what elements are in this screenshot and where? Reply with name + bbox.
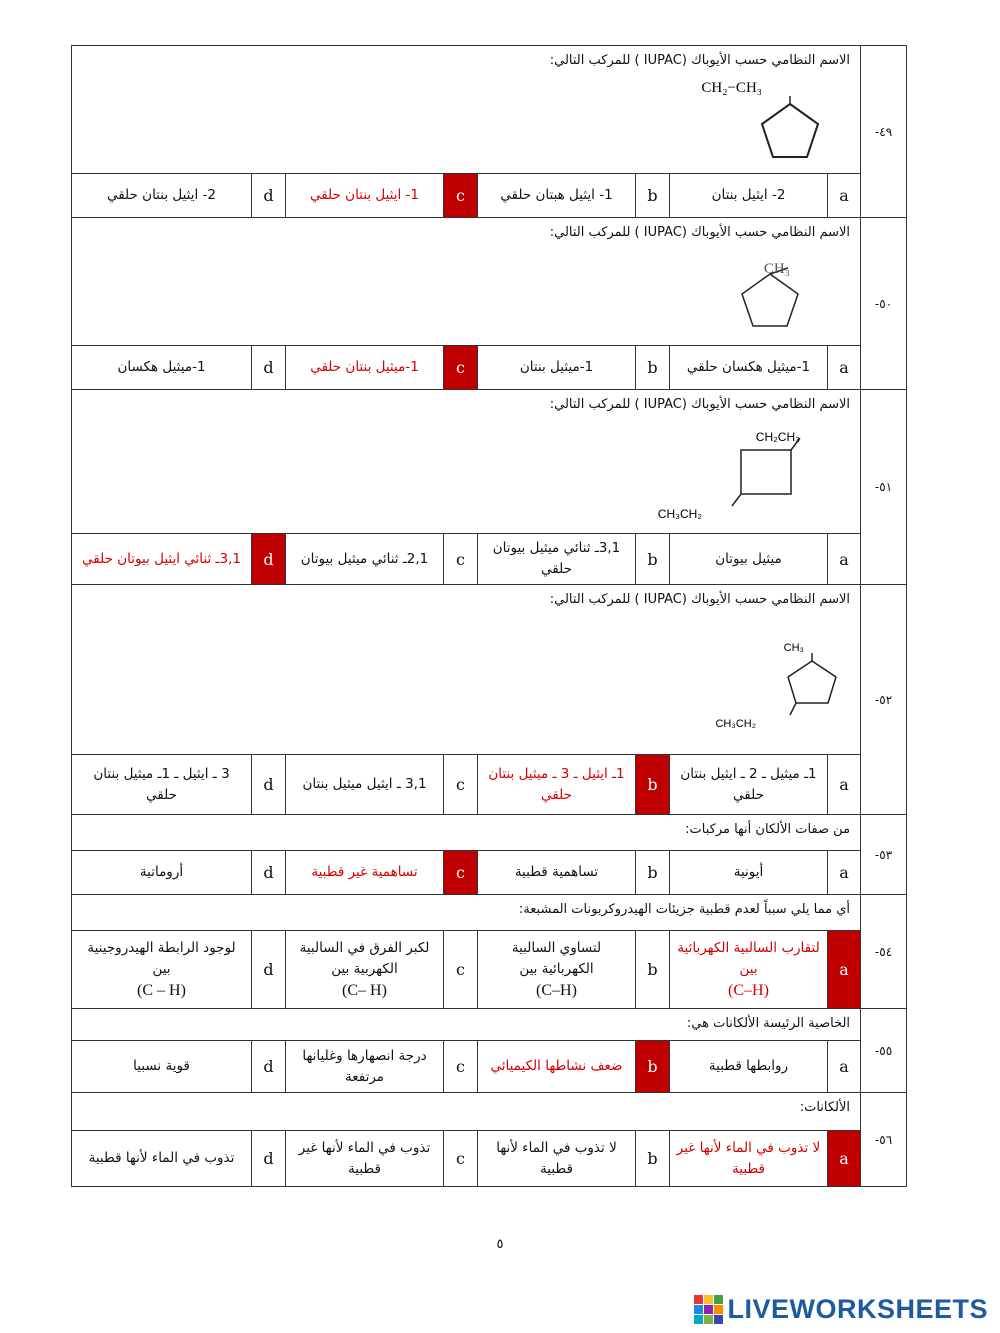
option-a-letter[interactable]: a [828, 346, 861, 390]
substituent-label: CH₃ [763, 261, 791, 277]
option-c-letter[interactable]: c [444, 851, 478, 895]
option-d-letter[interactable]: d [252, 534, 286, 585]
option-label: 1-ميثيل بنتان حلقي [310, 359, 419, 375]
option-b-letter[interactable]: b [636, 1131, 670, 1187]
option-label: 3,1ـ ثنائي ميثيل بيوتان حلقي [492, 540, 621, 577]
option-label: 1ـ ميثيل ـ 2 ـ ايثيل بنتان حلقي [680, 765, 817, 803]
option-d-letter[interactable]: d [252, 174, 286, 218]
question-stem-row [72, 218, 907, 346]
question-stem [72, 390, 861, 534]
option-formula: (C– H) [342, 981, 387, 999]
question-text: الاسم النظامي حسب الأيوباك (IUPAC ) للمركب التالي: [549, 397, 851, 412]
question-stem-row [72, 815, 907, 851]
question-stem [72, 218, 861, 346]
options-row [72, 1131, 907, 1187]
structure-drawing [657, 428, 856, 524]
option-c-text[interactable] [286, 931, 444, 1009]
option-a-text[interactable] [670, 851, 828, 895]
options-row [72, 1041, 907, 1093]
question-text: الاسم النظامي حسب الأيوباك (IUPAC ) للمركب التالي: [549, 53, 851, 68]
option-d-text[interactable] [72, 534, 252, 585]
option-label: تذوب في الماء لأنها قطبية [88, 1150, 235, 1166]
question-text: من صفات الألكان أنها مركبات: [685, 822, 851, 837]
option-a-letter[interactable]: a [828, 851, 861, 895]
liveworksheets-logo-icon [694, 1295, 723, 1324]
substituent-label: CH₂−CH₃ [701, 80, 763, 96]
question-stem-row [72, 390, 907, 534]
worksheet [71, 45, 906, 1187]
options-row [72, 755, 907, 815]
option-formula: (C – H) [137, 981, 186, 999]
option-a-text[interactable] [670, 1131, 828, 1187]
question-text: الاسم النظامي حسب الأيوباك (IUPAC ) للمركب التالي: [549, 225, 851, 240]
question-stem [72, 1009, 861, 1041]
logo-square [694, 1305, 703, 1314]
option-label: ضعف نشاطها الكيميائي [490, 1058, 623, 1074]
option-d-text[interactable] [72, 1131, 252, 1187]
option-d-letter[interactable]: d [252, 1041, 286, 1093]
option-a-letter[interactable]: a [828, 755, 861, 815]
substituent-label: CH₂CH₃ [755, 430, 801, 444]
question-stem-row [72, 585, 907, 755]
option-d-text[interactable] [72, 851, 252, 895]
option-label: 3,1 ـ ايثيل ميثيل بنتان [302, 776, 427, 792]
questions-table [71, 45, 907, 1187]
option-d-letter[interactable]: d [252, 851, 286, 895]
option-b-text[interactable] [478, 346, 636, 390]
option-label: 2- ايثيل بنتان [711, 187, 786, 203]
option-label: 3 ـ ايثيل ـ 1ـ ميثيل بنتان حلقي [93, 765, 230, 803]
chemical-structure [720, 260, 850, 330]
question-stem-row [72, 1093, 907, 1131]
option-a-letter[interactable]: a [828, 1041, 861, 1093]
logo-square [704, 1295, 713, 1304]
question-stem [72, 1093, 861, 1131]
option-c-letter[interactable]: c [444, 1131, 478, 1187]
option-d-letter[interactable]: d [252, 755, 286, 815]
option-a-text[interactable] [670, 174, 828, 218]
question-number: -٥٢ [861, 585, 907, 815]
option-b-text[interactable] [478, 1131, 636, 1187]
question-text: أي مما يلي سبباً لعدم قطبية جزيئات الهيدروكربونات المشبعة: [518, 902, 851, 917]
logo-square [714, 1315, 723, 1324]
option-label: تساهمية غير قطبية [311, 864, 418, 880]
option-a-letter[interactable]: a [828, 174, 861, 218]
option-d-text[interactable] [72, 755, 252, 815]
option-a-letter[interactable]: a [828, 534, 861, 585]
option-label: 1-ميثيل هكسان حلقي [686, 359, 811, 375]
option-label: لتساوي السالبية الكهربائية بين [511, 939, 602, 977]
option-a-text[interactable] [670, 931, 828, 1009]
option-d-letter[interactable]: d [252, 1131, 286, 1187]
option-label: أروماتية [139, 864, 184, 880]
option-label: 2- ايثيل بنتان حلقي [106, 187, 217, 203]
option-label: روابطها قطبية [708, 1058, 789, 1074]
option-c-text[interactable] [286, 755, 444, 815]
logo-square [694, 1315, 703, 1324]
option-label: ميثيل بيوتان [715, 550, 782, 567]
option-formula: (C–H) [728, 981, 769, 999]
option-b-letter[interactable]: b [636, 755, 670, 815]
option-label: تساهمية قطبية [514, 864, 599, 880]
question-number: -٥٦ [861, 1093, 907, 1187]
option-c-letter[interactable]: c [444, 931, 478, 1009]
option-c-letter[interactable]: c [444, 755, 478, 815]
option-label: لكبر الفرق في السالبية الكهربية بين [299, 939, 430, 977]
logo-square [704, 1315, 713, 1324]
logo-square [714, 1295, 723, 1304]
question-text: الاسم النظامي حسب الأيوباك (IUPAC ) للمركب التالي: [549, 592, 851, 607]
option-label: لتقارب السالبية الكهربائية بين [677, 939, 820, 977]
option-label: 2,1ـ ثنائي ميثيل بيوتان [300, 550, 429, 567]
option-label: درجة انصهارها وغليانها مرتفعة [302, 1047, 427, 1085]
option-b-letter[interactable]: b [636, 931, 670, 1009]
option-label: لا تذوب في الماء لأنها غير قطبية [676, 1139, 821, 1177]
option-a-text[interactable] [670, 755, 828, 815]
options-row [72, 346, 907, 390]
option-label: 1-ميثيل هكسان [117, 359, 206, 375]
option-a-text[interactable] [670, 534, 828, 585]
question-stem [72, 46, 861, 174]
option-b-letter[interactable]: b [636, 346, 670, 390]
question-number: -٥٣ [861, 815, 907, 895]
option-a-text[interactable] [670, 346, 828, 390]
substituent-label: CH₃ [783, 642, 805, 654]
option-label: 1ـ ايثيل ـ 3 ـ ميثيل بنتان حلقي [488, 765, 625, 803]
page-number: ٥ [496, 1237, 504, 1252]
option-c-letter[interactable]: c [444, 1041, 478, 1093]
structure-drawing [701, 74, 850, 166]
option-d-letter[interactable]: d [252, 346, 286, 390]
question-number: -٥٥ [861, 1009, 907, 1093]
substituent-label: CH₃CH₂ [657, 507, 703, 521]
option-b-text[interactable] [478, 931, 636, 1009]
option-label: 1- ايثيل هبتان حلقي [500, 187, 613, 203]
option-label: لوجود الرابطة الهيدروجينية بين [87, 939, 236, 977]
question-number: -٥١ [861, 390, 907, 585]
option-label: لا تذوب في الماء لأنها قطبية [496, 1139, 617, 1177]
question-stem [72, 585, 861, 755]
option-d-letter[interactable]: d [252, 931, 286, 1009]
logo-square [694, 1295, 703, 1304]
question-number: -٥٤ [861, 895, 907, 1009]
options-row [72, 931, 907, 1009]
question-stem [72, 895, 861, 931]
option-a-text[interactable] [670, 1041, 828, 1093]
option-c-text[interactable] [286, 174, 444, 218]
option-b-letter[interactable]: b [636, 1041, 670, 1093]
structure-drawing [720, 260, 850, 330]
brand-name: LIVEWORKSHEETS [727, 1293, 988, 1324]
option-d-text[interactable] [72, 931, 252, 1009]
logo-square [714, 1305, 723, 1314]
structure-drawing [715, 641, 854, 741]
question-stem-row [72, 1009, 907, 1041]
brand-footer [694, 1292, 988, 1326]
option-d-text[interactable] [72, 174, 252, 218]
options-row [72, 174, 907, 218]
option-c-letter[interactable]: c [444, 346, 478, 390]
option-c-text[interactable] [286, 1041, 444, 1093]
question-number: -٥٠ [861, 218, 907, 390]
question-stem-row [72, 46, 907, 174]
question-stem-row [72, 895, 907, 931]
option-c-letter[interactable]: c [444, 174, 478, 218]
option-b-text[interactable] [478, 851, 636, 895]
option-label: 1-ميثيل بنتان [519, 359, 594, 375]
option-c-text[interactable] [286, 1131, 444, 1187]
option-c-text[interactable] [286, 534, 444, 585]
option-c-text[interactable] [286, 851, 444, 895]
question-number: -٤٩ [861, 46, 907, 218]
option-b-letter[interactable]: b [636, 534, 670, 585]
chemical-structure [715, 641, 854, 741]
options-row [72, 851, 907, 895]
option-label: 3,1ـ ثنائي ايثيل بيوتان حلقي [82, 550, 241, 567]
option-label: قوية نسبيا [133, 1058, 190, 1074]
logo-square [704, 1305, 713, 1314]
question-text: الخاصية الرئيسة الألكانات هي: [686, 1016, 851, 1031]
options-row [72, 534, 907, 585]
option-b-text[interactable] [478, 755, 636, 815]
option-b-letter[interactable]: b [636, 851, 670, 895]
question-stem [72, 815, 861, 851]
option-b-text[interactable] [478, 174, 636, 218]
option-label: أيونية [733, 864, 764, 880]
option-b-text[interactable] [478, 1041, 636, 1093]
option-c-text[interactable] [286, 346, 444, 390]
option-b-letter[interactable]: b [636, 174, 670, 218]
question-text: الألكانات: [799, 1100, 851, 1115]
option-d-text[interactable] [72, 1041, 252, 1093]
option-b-text[interactable] [478, 534, 636, 585]
option-formula: (C–H) [536, 981, 577, 999]
option-a-letter[interactable]: a [828, 1131, 861, 1187]
option-d-text[interactable] [72, 346, 252, 390]
option-label: تذوب في الماء لأنها غير قطبية [298, 1139, 431, 1177]
option-a-letter[interactable]: a [828, 931, 861, 1009]
option-label: 1- ايثيل بنتان حلقي [309, 187, 420, 203]
option-c-letter[interactable]: c [444, 534, 478, 585]
substituent-label: CH₃CH₂ [715, 718, 757, 730]
chemical-structure [701, 74, 850, 166]
chemical-structure [657, 428, 856, 524]
